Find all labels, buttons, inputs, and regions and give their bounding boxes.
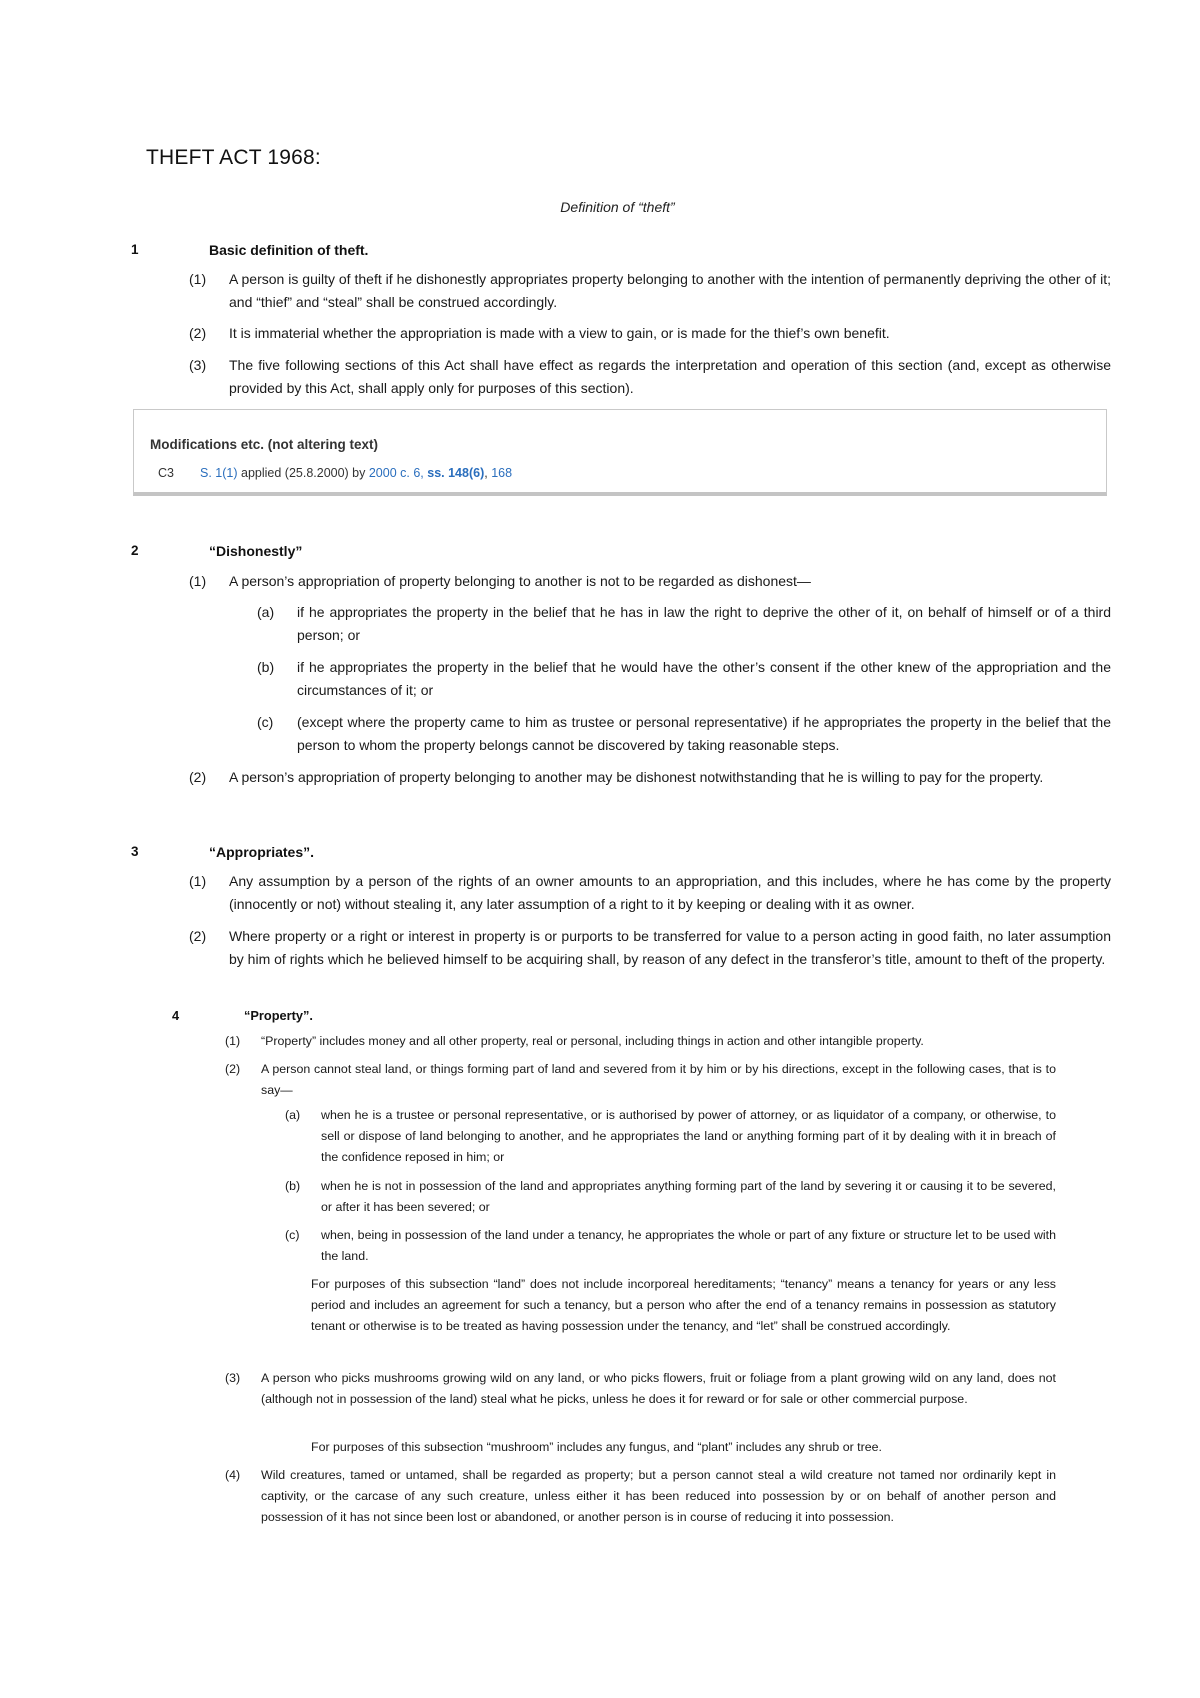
- modification-text: [200, 466, 512, 480]
- section-1-number: 1: [131, 242, 139, 257]
- section-4-para-1: [225, 1031, 1056, 1052]
- sub-label: (c): [257, 714, 274, 730]
- sub-text: (except where the property came to him as trustee or personal representative) if he appropriates the property in the belief that the person to whom the property belongs cannot be discovered by taking reasonable steps.: [297, 714, 1111, 753]
- section-2-para-2: [189, 766, 1111, 789]
- section-4-sub-b: [285, 1176, 1056, 1218]
- section-1-heading: Basic definition of theft.: [209, 242, 369, 258]
- section-2-heading: “Dishonestly”: [209, 543, 303, 559]
- section-4-sub-c: [285, 1225, 1056, 1267]
- section-168-link[interactable]: 168: [491, 466, 513, 480]
- para-label: (1): [189, 573, 207, 589]
- section-3-heading: “Appropriates”.: [209, 844, 315, 860]
- para-label: (1): [189, 873, 207, 889]
- section-link[interactable]: S. 1(1): [200, 466, 238, 480]
- para-text: A person cannot steal land, or things forming part of land and severed from it by him or by his directions, except in the following cases, that is to say—: [261, 1062, 1056, 1097]
- section-3-para-2: [189, 925, 1111, 971]
- section-1-para-3: [189, 354, 1111, 400]
- sub-label: (a): [257, 604, 275, 620]
- act-link[interactable]: 2000 c. 6,: [368, 466, 424, 480]
- sub-text: when he is a trustee or personal representative, or is authorised by power of attorney, or as liquidator of a company, or otherwise, to sell or dispose of land belonging to another, and he appropriates the land or anything forming part of it by dealing with it in breach of the confidence reposed in him; or: [321, 1108, 1056, 1164]
- para-text: A person’s appropriation of property belonging to another may be dishonest notwithstanding that he is willing to pay for the property.: [229, 769, 1044, 785]
- para-text: Where property or a right or interest in property is or purports to be transferred for value to a person acting in good faith, no later assumption by him of rights which he believed himself to be acquiring shall, by reason of any defect in the transferor’s title, amount to theft of the property.: [229, 928, 1111, 967]
- para-label: (3): [225, 1371, 241, 1385]
- sections-link[interactable]: ss. 148(6): [427, 466, 485, 480]
- para-label: (3): [189, 357, 207, 373]
- sub-text: when he is not in possession of the land and appropriates anything forming part of the land by severing it or causing it to be severed, or after it has been severed; or: [321, 1179, 1056, 1214]
- section-2-sub-c: [257, 711, 1111, 757]
- para-text: “Property” includes money and all other property, real or personal, including things in action and other intangible property.: [261, 1034, 924, 1048]
- section-1-para-1: [189, 268, 1111, 314]
- sub-label: (b): [285, 1179, 301, 1193]
- sub-label: (c): [285, 1228, 300, 1242]
- para-text: A person’s appropriation of property belonging to another is not to be regarded as dishonest—: [229, 573, 811, 589]
- section-4-para-3: [225, 1368, 1056, 1410]
- para-label: (1): [189, 271, 207, 287]
- modification-code: C3: [158, 466, 174, 480]
- para-text: A person who picks mushrooms growing wild on any land, or who picks flowers, fruit or foliage from a plant growing wild on any land, does not (although not in possession of the land) steal what he picks, unless he does it for reward or for sale or other commercial purpose.: [261, 1371, 1056, 1406]
- para-label: (2): [189, 325, 207, 341]
- para-text: Any assumption by a person of the rights of an owner amounts to an appropriation, and this includes, where he has come by the property (innocently or not) without stealing it, any later assumption of a right to it by keeping or dealing with it as owner.: [229, 873, 1111, 912]
- modifications-box: [133, 409, 1107, 496]
- para-text: It is immaterial whether the appropriation is made with a view to gain, or is made for the thief’s own benefit.: [229, 325, 890, 341]
- section-2-sub-b: [257, 656, 1111, 702]
- para-label: (2): [225, 1062, 241, 1076]
- sub-text: if he appropriates the property in the belief that he has in law the right to deprive the other of it, on behalf of himself or of a third person; or: [297, 604, 1111, 643]
- link-separator: ,: [484, 466, 492, 480]
- para-text: The five following sections of this Act shall have effect as regards the interpretation and operation of this section (and, except as otherwise provided by this Act, shall apply only for purposes of this section).: [229, 357, 1111, 396]
- para-text: Wild creatures, tamed or untamed, shall be regarded as property; but a person cannot steal a wild creature not tamed nor ordinarily kept in captivity, or the carcase of any such creature, unless either it has been reduced into possession by or on behalf of another person and possession of it has not since been lost or abandoned, or another person is in course of reducing it into possession.: [261, 1468, 1056, 1524]
- sub-label: (b): [257, 659, 275, 675]
- sub-text: when, being in possession of the land under a tenancy, he appropriates the whole or part of any fixture or structure let to be used with the land.: [321, 1228, 1056, 1263]
- modifications-title: Modifications etc. (not altering text): [150, 437, 379, 452]
- para-label: (2): [189, 769, 207, 785]
- section-1-para-2: [189, 322, 1111, 345]
- section-2-para-1: [189, 570, 1111, 593]
- sub-text: if he appropriates the property in the belief that he would have the other’s consent if the other knew of the appropriation and the circumstances of it; or: [297, 659, 1111, 698]
- section-4-para-3-note: For purposes of this subsection “mushroom” includes any fungus, and “plant” includes any shrub or tree.: [311, 1440, 882, 1454]
- section-2-number: 2: [131, 543, 139, 558]
- sub-label: (a): [285, 1108, 301, 1122]
- section-3-para-1: [189, 870, 1111, 916]
- section-3-number: 3: [131, 844, 139, 859]
- para-label: (1): [225, 1034, 241, 1048]
- section-4-para-2: [225, 1059, 1056, 1101]
- para-label: (4): [225, 1468, 241, 1482]
- part-subheading: Definition of “theft”: [560, 199, 675, 215]
- section-4-sub-a: [285, 1105, 1056, 1168]
- para-label: (2): [189, 928, 207, 944]
- section-4-number: 4: [172, 1008, 180, 1023]
- section-2-sub-a: [257, 601, 1111, 647]
- modification-mid-text: applied (25.8.2000) by: [237, 466, 369, 480]
- section-4-para-2-note: For purposes of this subsection “land” does not include incorporeal hereditaments; “tenancy” means a tenancy for years or any less period and includes an agreement for such a tenancy, but a person who after the end of a tenancy remains in possession as statutory tenant or otherwise is to be treated as having possession under the tenancy, and “let” shall be construed accordingly.: [311, 1277, 1056, 1333]
- document-title: THEFT ACT 1968:: [146, 146, 321, 169]
- section-4-heading: “Property”.: [244, 1008, 313, 1023]
- section-4-para-4: [225, 1465, 1056, 1528]
- para-text: A person is guilty of theft if he dishonestly appropriates property belonging to another with the intention of permanently depriving the other of it; and “thief” and “steal” shall be construed accordingly.: [229, 271, 1111, 310]
